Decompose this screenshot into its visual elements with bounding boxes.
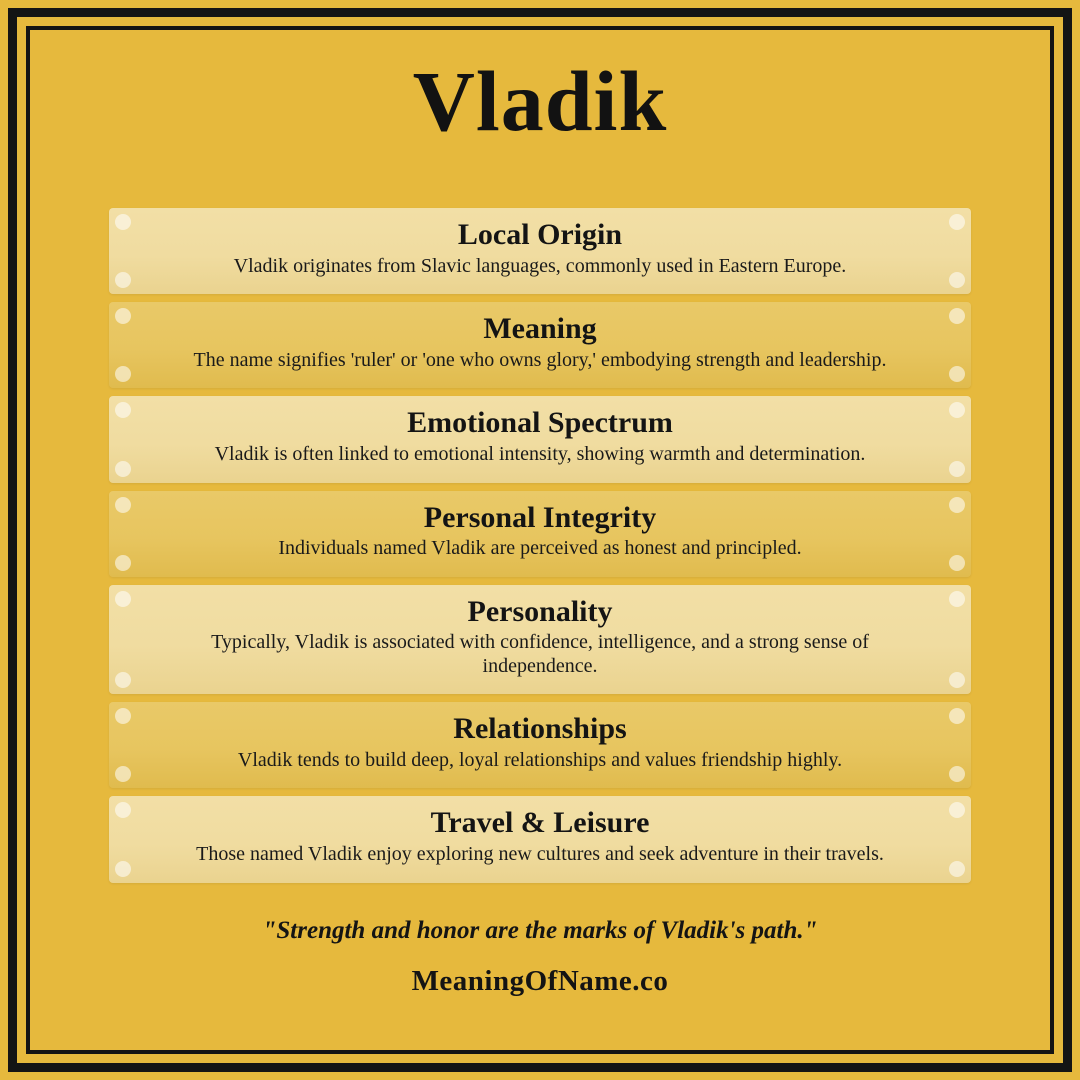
section-card-emotional-spectrum bbox=[109, 396, 971, 482]
pin-icon bbox=[949, 497, 965, 513]
brand-label: MeaningOfName.co bbox=[411, 964, 669, 997]
section-card-local-origin bbox=[109, 208, 971, 294]
pin-icon bbox=[115, 591, 131, 607]
pin-icon bbox=[949, 802, 965, 818]
pin-icon bbox=[115, 766, 131, 782]
pin-icon bbox=[115, 366, 131, 382]
pin-icon bbox=[949, 461, 965, 477]
section-heading: Personality bbox=[467, 594, 613, 628]
pin-icon bbox=[949, 708, 965, 724]
section-heading: Relationships bbox=[453, 712, 627, 746]
pin-icon bbox=[949, 214, 965, 230]
section-body: Those named Vladik enjoy exploring new cultures and seek adventure in their travels. bbox=[196, 842, 884, 865]
section-card-travel-leisure bbox=[109, 796, 971, 882]
pin-icon bbox=[115, 555, 131, 571]
pin-icon bbox=[949, 366, 965, 382]
pin-icon bbox=[115, 308, 131, 324]
section-heading: Personal Integrity bbox=[423, 500, 657, 534]
section-body: Vladik tends to build deep, loyal relationships and values friendship highly. bbox=[237, 748, 843, 771]
section-heading: Meaning bbox=[483, 312, 597, 346]
pin-icon bbox=[949, 555, 965, 571]
pin-icon bbox=[949, 861, 965, 877]
pin-icon bbox=[949, 272, 965, 288]
section-card-relationships bbox=[109, 702, 971, 788]
pin-icon bbox=[949, 591, 965, 607]
pin-icon bbox=[949, 766, 965, 782]
pin-icon bbox=[115, 214, 131, 230]
section-card-personal-integrity bbox=[109, 491, 971, 577]
section-body: Typically, Vladik is associated with confidence, intelligence, and a strong sense of independence. bbox=[211, 631, 869, 677]
section-heading: Travel & Leisure bbox=[430, 806, 650, 840]
section-heading: Local Origin bbox=[457, 218, 623, 252]
page-title: Vladik bbox=[412, 53, 668, 149]
pin-icon bbox=[115, 497, 131, 513]
quote-text: "Strength and honor are the marks of Vladik's path." bbox=[262, 916, 818, 944]
section-list bbox=[109, 208, 971, 882]
pin-icon bbox=[115, 402, 131, 418]
section-card-meaning bbox=[109, 302, 971, 388]
pin-icon bbox=[115, 461, 131, 477]
section-heading: Emotional Spectrum bbox=[407, 406, 673, 440]
pin-icon bbox=[949, 308, 965, 324]
section-body: Individuals named Vladik are perceived as honest and principled. bbox=[278, 537, 802, 560]
pin-icon bbox=[949, 402, 965, 418]
pin-icon bbox=[949, 672, 965, 688]
section-body: Vladik is often linked to emotional intensity, showing warmth and determination. bbox=[214, 442, 866, 465]
section-body: The name signifies 'ruler' or 'one who owns glory,' embodying strength and leadership. bbox=[193, 348, 887, 371]
pin-icon bbox=[115, 861, 131, 877]
pin-icon bbox=[115, 802, 131, 818]
pin-icon bbox=[115, 708, 131, 724]
section-body: Vladik originates from Slavic languages, commonly used in Eastern Europe. bbox=[233, 254, 847, 277]
section-card-personality bbox=[109, 585, 971, 695]
poster-content bbox=[40, 34, 1040, 1046]
pin-icon bbox=[115, 672, 131, 688]
pin-icon bbox=[115, 272, 131, 288]
